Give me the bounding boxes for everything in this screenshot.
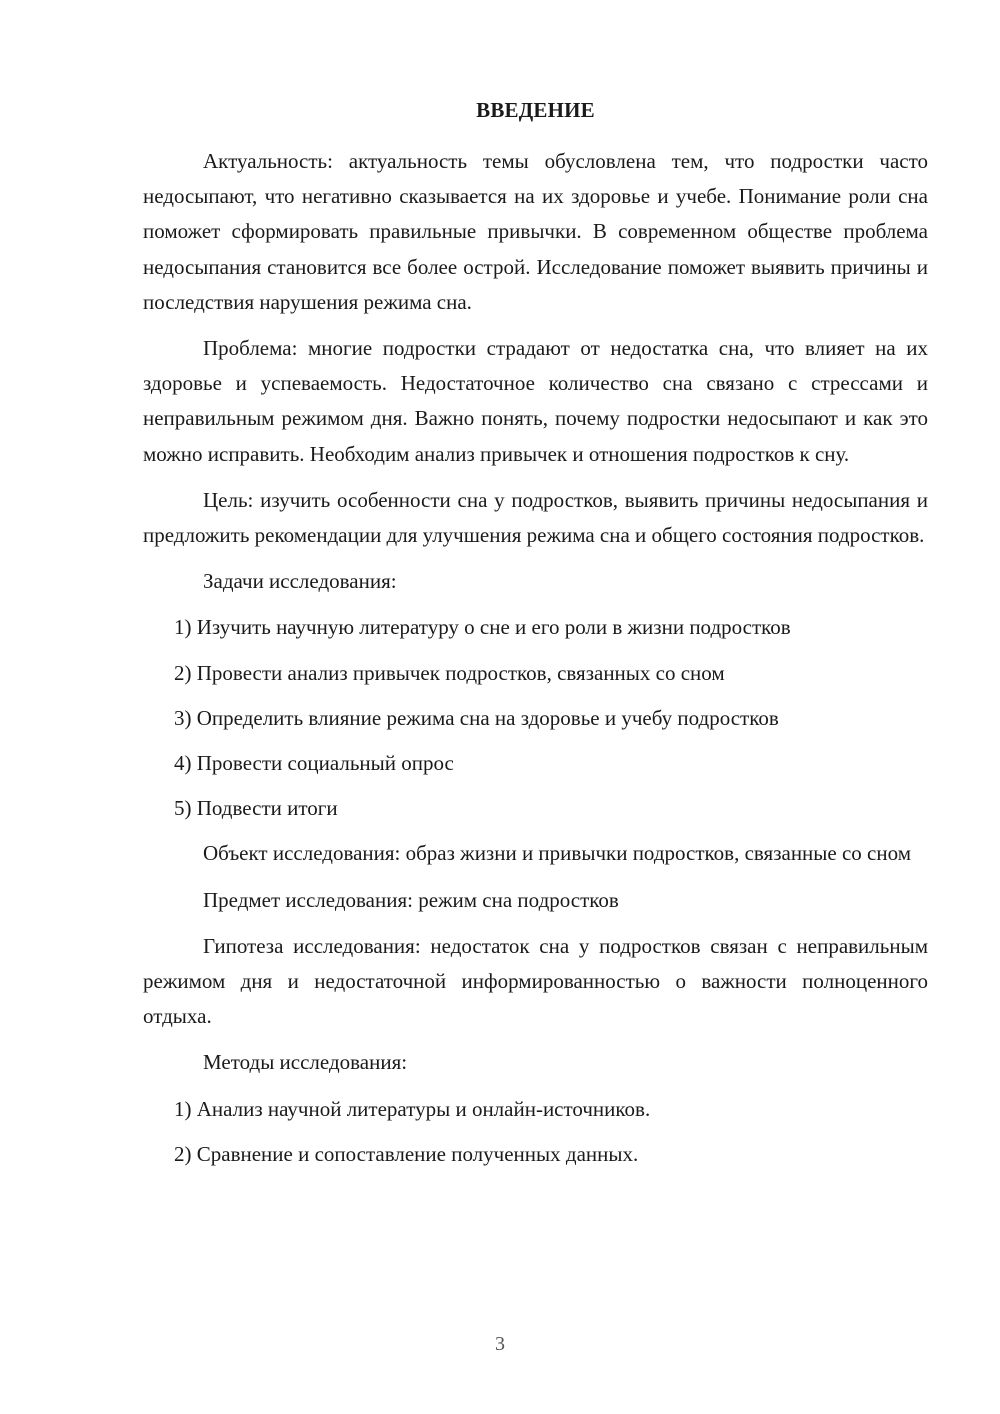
- page-number: 3: [495, 1333, 505, 1355]
- task-item: 4) Провести социальный опрос: [174, 751, 454, 776]
- method-item: 1) Анализ научной литературы и онлайн-источников.: [174, 1096, 651, 1121]
- hypothesis-paragraph: Гипотеза исследования: недостаток сна у подростков связан с неправильным режимом дня и недостаточной информированностью о важности полноценного отдыха.: [143, 933, 928, 1029]
- goal-paragraph: Цель: изучить особенности сна у подростков, выявить причины недосыпания и предложить рекомендации для улучшения режима сна и общего состояния подростков.: [143, 487, 928, 548]
- relevance-paragraph: Актуальность: актуальность темы обусловлена тем, что подростки часто недосыпают, что негативно сказывается на их здоровье и учебе. Понимание роли сна поможет сформировать правильные привычки. В современном обществе проблема недосыпания становится все более острой. Исследование поможет выявить причины и последствия нарушения режима сна.: [143, 149, 928, 314]
- subject-paragraph: Предмет исследования: режим сна подростков: [203, 887, 619, 912]
- task-item: 1) Изучить научную литературу о сне и его роли в жизни подростков: [174, 615, 791, 640]
- task-item: 3) Определить влияние режима сна на здоровье и учебу подростков: [174, 705, 779, 730]
- method-item: 2) Сравнение и сопоставление полученных данных.: [174, 1141, 639, 1166]
- document-title: ВВЕДЕНИЕ: [476, 98, 595, 122]
- task-item: 2) Провести анализ привычек подростков, связанных со сном: [174, 660, 725, 685]
- document-page: [143, 93, 928, 1182]
- task-item: 5) Подвести итоги: [174, 796, 338, 821]
- methods-heading: Методы исследования:: [203, 1050, 408, 1075]
- problem-paragraph: Проблема: многие подростки страдают от недостатка сна, что влияет на их здоровье и успеваемость. Недостаточное количество сна связано с стрессами и неправильным режимом дня. Важно понять, почему подростки недосыпают и как это можно исправить. Необходим анализ привычек и отношения подростков к сну.: [143, 336, 928, 466]
- tasks-heading: Задачи исследования:: [203, 569, 397, 594]
- object-paragraph: Объект исследования: образ жизни и привычки подростков, связанные со сном: [203, 841, 911, 866]
